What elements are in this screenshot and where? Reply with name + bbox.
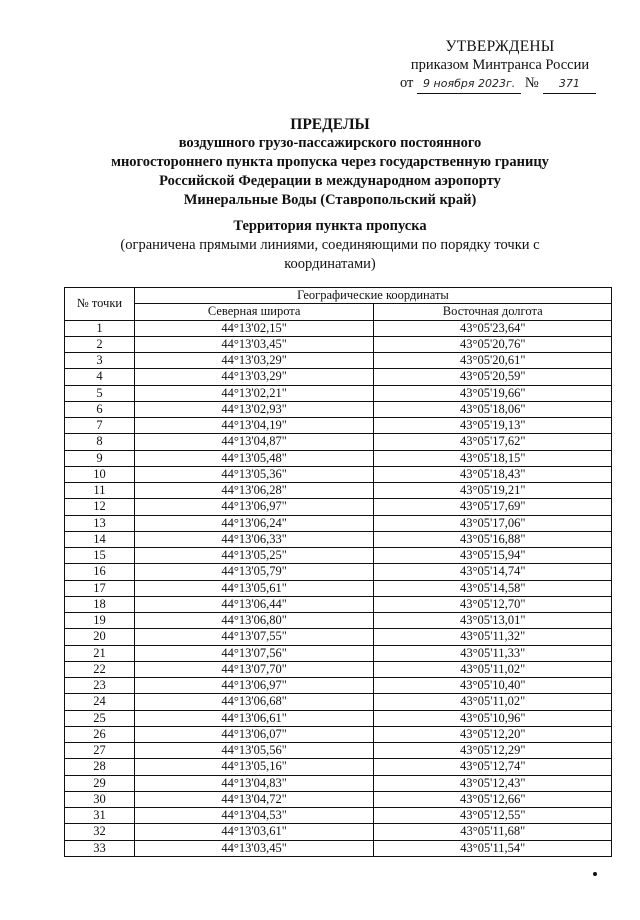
longitude-cell: 43°05'23,64" [374, 320, 612, 336]
latitude-cell: 44°13'04,87" [134, 434, 374, 450]
table-row [65, 694, 612, 710]
table-row [65, 824, 612, 840]
table-row [65, 531, 612, 547]
point-number-cell: 32 [65, 824, 135, 840]
table-row [65, 548, 612, 564]
latitude-cell: 44°13'03,29" [134, 369, 374, 385]
point-number-cell: 21 [65, 645, 135, 661]
territory-heading: Территория пункта пропуска [233, 218, 427, 234]
table-row [65, 580, 612, 596]
point-number-cell: 17 [65, 580, 135, 596]
point-number-cell: 27 [65, 743, 135, 759]
longitude-cell: 43°05'17,06" [374, 515, 612, 531]
longitude-cell: 43°05'17,69" [374, 499, 612, 515]
point-number-cell: 29 [65, 775, 135, 791]
point-number-cell: 22 [65, 661, 135, 677]
point-number-cell: 19 [65, 613, 135, 629]
table-row [65, 645, 612, 661]
table-row [65, 613, 612, 629]
point-number-cell: 24 [65, 694, 135, 710]
table-row [65, 564, 612, 580]
page-mark [593, 872, 597, 876]
table-row [65, 369, 612, 385]
handwritten-number: 371 [543, 75, 596, 94]
header-east-longitude: Восточная долгота [374, 304, 612, 320]
point-number-cell: 9 [65, 450, 135, 466]
title-line-2: многостороннего пункта пропуска через государственную границу [111, 154, 549, 170]
latitude-cell: 44°13'06,33" [134, 531, 374, 547]
territory-note-line-1: (ограничена прямыми линиями, соединяющими по порядку точки с [120, 237, 540, 253]
table-row [65, 743, 612, 759]
point-number-cell: 14 [65, 531, 135, 547]
title-line-1: воздушного грузо-пассажирского постоянного [178, 135, 482, 151]
point-number-cell: 23 [65, 678, 135, 694]
title-line-3: Российской Федерации в международном аэропорту [159, 173, 501, 189]
longitude-cell: 43°05'10,96" [374, 710, 612, 726]
longitude-cell: 43°05'12,20" [374, 726, 612, 742]
point-number-cell: 28 [65, 759, 135, 775]
table-row [65, 840, 612, 856]
latitude-cell: 44°13'07,56" [134, 645, 374, 661]
longitude-cell: 43°05'20,61" [374, 353, 612, 369]
title-line-4: Минеральные Воды (Ставропольский край) [183, 192, 477, 208]
point-number-cell: 20 [65, 629, 135, 645]
longitude-cell: 43°05'18,06" [374, 401, 612, 417]
approved-by-order: приказом Минтранса России [410, 57, 590, 73]
latitude-cell: 44°13'04,72" [134, 791, 374, 807]
point-number-cell: 11 [65, 483, 135, 499]
longitude-cell: 43°05'19,13" [374, 418, 612, 434]
point-number-cell: 5 [65, 385, 135, 401]
table-row [65, 515, 612, 531]
latitude-cell: 44°13'05,56" [134, 743, 374, 759]
table-row [65, 661, 612, 677]
longitude-cell: 43°05'19,66" [374, 385, 612, 401]
latitude-cell: 44°13'05,79" [134, 564, 374, 580]
point-number-cell: 12 [65, 499, 135, 515]
longitude-cell: 43°05'20,76" [374, 336, 612, 352]
longitude-cell: 43°05'11,68" [374, 824, 612, 840]
latitude-cell: 44°13'03,45" [134, 336, 374, 352]
table-row [65, 499, 612, 515]
header-north-latitude: Северная широта [134, 304, 374, 320]
coordinates-body [65, 320, 612, 856]
point-number-cell: 10 [65, 466, 135, 482]
point-number-cell: 18 [65, 596, 135, 612]
header-geo-coordinates: Географические координаты [134, 288, 611, 304]
point-number-cell: 31 [65, 808, 135, 824]
longitude-cell: 43°05'14,58" [374, 580, 612, 596]
table-row [65, 450, 612, 466]
latitude-cell: 44°13'04,19" [134, 418, 374, 434]
longitude-cell: 43°05'16,88" [374, 531, 612, 547]
longitude-cell: 43°05'12,66" [374, 791, 612, 807]
title-heading: ПРЕДЕЛЫ [290, 116, 370, 133]
longitude-cell: 43°05'19,21" [374, 483, 612, 499]
point-number-cell: 30 [65, 791, 135, 807]
latitude-cell: 44°13'07,55" [134, 629, 374, 645]
table-row [65, 385, 612, 401]
number-label: № [524, 75, 539, 91]
point-number-cell: 3 [65, 353, 135, 369]
longitude-cell: 43°05'14,74" [374, 564, 612, 580]
longitude-cell: 43°05'11,02" [374, 694, 612, 710]
latitude-cell: 44°13'06,80" [134, 613, 374, 629]
point-number-cell: 26 [65, 726, 135, 742]
latitude-cell: 44°13'06,44" [134, 596, 374, 612]
latitude-cell: 44°13'06,68" [134, 694, 374, 710]
longitude-cell: 43°05'17,62" [374, 434, 612, 450]
coordinates-table [64, 287, 612, 857]
longitude-cell: 43°05'11,33" [374, 645, 612, 661]
table-row [65, 353, 612, 369]
latitude-cell: 44°13'05,36" [134, 466, 374, 482]
point-number-cell: 2 [65, 336, 135, 352]
point-number-cell: 16 [65, 564, 135, 580]
point-number-cell: 6 [65, 401, 135, 417]
longitude-cell: 43°05'11,02" [374, 661, 612, 677]
table-row [65, 320, 612, 336]
latitude-cell: 44°13'05,16" [134, 759, 374, 775]
table-row [65, 336, 612, 352]
latitude-cell: 44°13'03,29" [134, 353, 374, 369]
longitude-cell: 43°05'10,40" [374, 678, 612, 694]
document-title [60, 115, 600, 210]
table-row [65, 791, 612, 807]
latitude-cell: 44°13'03,45" [134, 840, 374, 856]
table-row [65, 710, 612, 726]
table-row [65, 418, 612, 434]
table-row [65, 434, 612, 450]
longitude-cell: 43°05'11,32" [374, 629, 612, 645]
header-point-number: № точки [65, 288, 135, 321]
table-row [65, 483, 612, 499]
latitude-cell: 44°13'06,97" [134, 499, 374, 515]
longitude-cell: 43°05'15,94" [374, 548, 612, 564]
longitude-cell: 43°05'12,70" [374, 596, 612, 612]
longitude-cell: 43°05'18,43" [374, 466, 612, 482]
territory-section [60, 217, 600, 274]
latitude-cell: 44°13'06,97" [134, 678, 374, 694]
latitude-cell: 44°13'03,61" [134, 824, 374, 840]
latitude-cell: 44°13'02,15" [134, 320, 374, 336]
table-row [65, 401, 612, 417]
point-number-cell: 33 [65, 840, 135, 856]
table-row [65, 808, 612, 824]
latitude-cell: 44°13'04,83" [134, 775, 374, 791]
latitude-cell: 44°13'06,28" [134, 483, 374, 499]
table-row [65, 775, 612, 791]
from-label: от [400, 75, 414, 91]
latitude-cell: 44°13'05,61" [134, 580, 374, 596]
point-number-cell: 15 [65, 548, 135, 564]
latitude-cell: 44°13'07,70" [134, 661, 374, 677]
point-number-cell: 13 [65, 515, 135, 531]
longitude-cell: 43°05'12,43" [374, 775, 612, 791]
longitude-cell: 43°05'18,15" [374, 450, 612, 466]
latitude-cell: 44°13'05,48" [134, 450, 374, 466]
order-date-number [400, 74, 600, 94]
latitude-cell: 44°13'06,61" [134, 710, 374, 726]
latitude-cell: 44°13'06,07" [134, 726, 374, 742]
table-row [65, 726, 612, 742]
table-row [65, 759, 612, 775]
point-number-cell: 7 [65, 418, 135, 434]
longitude-cell: 43°05'20,59" [374, 369, 612, 385]
longitude-cell: 43°05'13,01" [374, 613, 612, 629]
longitude-cell: 43°05'11,54" [374, 840, 612, 856]
table-row [65, 629, 612, 645]
point-number-cell: 4 [65, 369, 135, 385]
latitude-cell: 44°13'05,25" [134, 548, 374, 564]
longitude-cell: 43°05'12,55" [374, 808, 612, 824]
longitude-cell: 43°05'12,74" [374, 759, 612, 775]
latitude-cell: 44°13'02,21" [134, 385, 374, 401]
longitude-cell: 43°05'12,29" [374, 743, 612, 759]
latitude-cell: 44°13'02,93" [134, 401, 374, 417]
point-number-cell: 1 [65, 320, 135, 336]
territory-note-line-2: координатами) [284, 256, 376, 272]
table-row [65, 466, 612, 482]
point-number-cell: 25 [65, 710, 135, 726]
point-number-cell: 8 [65, 434, 135, 450]
handwritten-date: 9 ноября 2023г. [417, 75, 520, 94]
approved-heading: УТВЕРЖДЕНЫ [445, 38, 555, 55]
approval-stamp [400, 38, 600, 94]
table-row [65, 678, 612, 694]
table-row [65, 596, 612, 612]
latitude-cell: 44°13'06,24" [134, 515, 374, 531]
latitude-cell: 44°13'04,53" [134, 808, 374, 824]
